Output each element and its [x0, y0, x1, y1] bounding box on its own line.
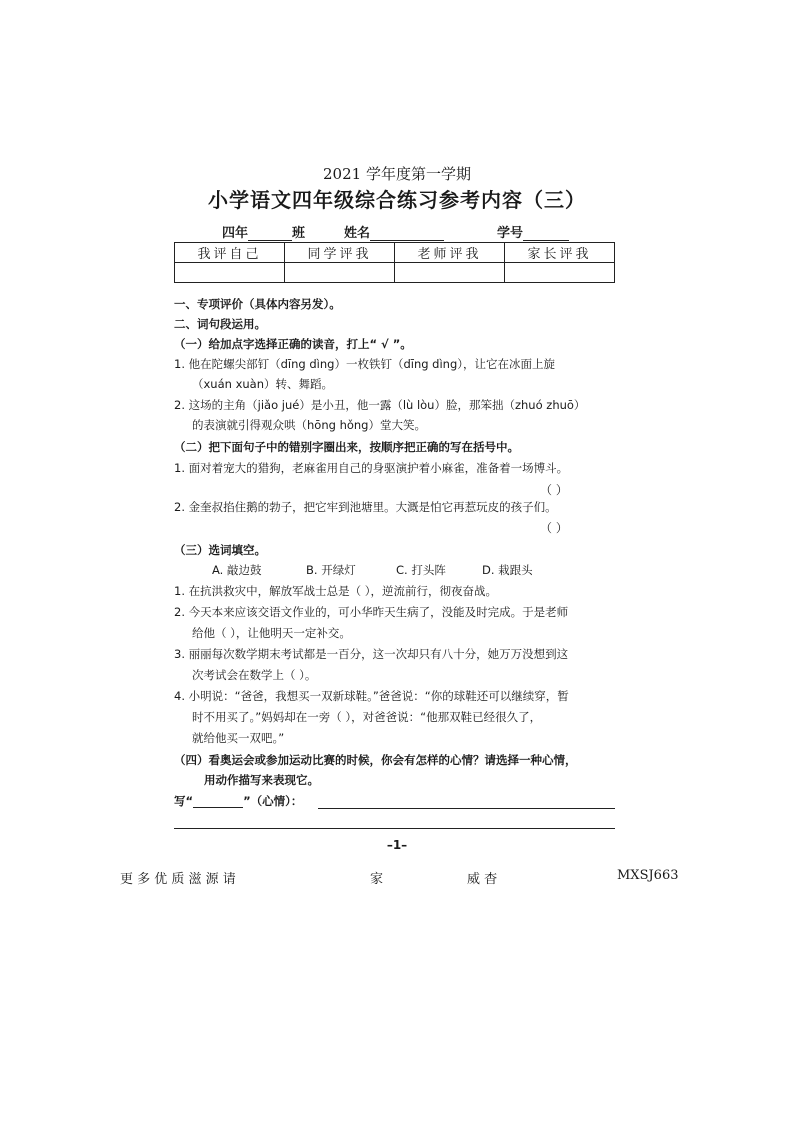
page-number: –1– [386, 838, 408, 852]
footer-code: MXSJ663 [617, 868, 679, 883]
part-3-q1: 1. 在抗洪救灾中，解放军战士总是（ ），逆流前行，彻夜奋战。 [174, 584, 498, 598]
option-c: C. 打头阵 [396, 563, 446, 577]
eval-self-cell[interactable] [175, 263, 285, 283]
eval-teacher-header: 老师评我 [395, 243, 505, 263]
mood-blank[interactable] [193, 795, 243, 808]
part-1-q1-line-1: 1. 他在陀螺尖部钉（dīng dìng）一枚铁钉（dīng dìng），让它在冰面上旋 [174, 357, 556, 371]
part-3-q3-line-1: 3. 丽丽每次数学期末考试都是一百分，这一次却只有八十分，她万万没想到这 [174, 647, 569, 661]
footer-word-1: 家 [370, 872, 384, 887]
eval-parent-cell[interactable] [505, 263, 615, 283]
write-prefix: 写“ [174, 794, 194, 808]
option-b: B. 开绿灯 [306, 563, 356, 577]
evaluation-table [174, 242, 615, 283]
answer-line-2[interactable] [174, 828, 615, 829]
eval-peer-header: 同学评我 [285, 243, 395, 263]
footer-word-2: 威 杳 [467, 872, 498, 887]
part-3-q2-line-2: 给他（ ），让他明天一定补交。 [192, 626, 351, 640]
class-label: 班 [292, 226, 306, 241]
part-1-title: （一）给加点字选择正确的读音，打上“ √ ”。 [174, 337, 412, 351]
option-a: A. 敲边鼓 [212, 563, 262, 577]
part-3-title: （三）选词填空。 [174, 543, 266, 557]
option-d: D. 栽跟头 [482, 563, 533, 577]
part-3-q2-line-1: 2. 今天本来应该交语文作业的，可小华昨天生病了，没能及时完成。于是老师 [174, 605, 569, 619]
part-2-title: （二）把下面句子中的错别字圈出来，按顺序把正确的写在括号中。 [174, 440, 519, 454]
part-1-q1-line-2: （xuán xuàn）转、舞蹈。 [192, 377, 334, 391]
section-2-heading: 二、词句段运用。 [174, 317, 266, 331]
part-3-q4-line-1: 4. 小明说：“爸爸，我想买一双新球鞋。”爸爸说：“你的球鞋还可以继续穿，暂 [174, 689, 569, 703]
part-2-q1: 1. 面对着宠大的猎狗，老麻雀用自己的身驱演护着小麻雀，准备着一场博斗。 [174, 461, 569, 475]
name-label: 姓名 [344, 226, 371, 241]
eval-teacher-cell[interactable] [395, 263, 505, 283]
part-2-q2-answer-paren[interactable]: （ ） [540, 521, 568, 535]
section-1-heading: 一、专项评价（具体内容另发）。 [174, 297, 341, 311]
write-suffix: ”（心情）： [243, 794, 303, 808]
student-number-blank[interactable] [523, 226, 569, 241]
eval-peer-cell[interactable] [285, 263, 395, 283]
eval-parent-header: 家长评我 [505, 243, 615, 263]
evaluation-header-row [175, 243, 615, 263]
part-3-q4-line-3: 就给他买一双吧。” [192, 731, 285, 745]
part-1-q2-line-2: 的表演就引得观众哄（hōng hǒng）堂大笑。 [192, 418, 426, 432]
part-1-q2-line-1: 2. 这场的主角（jiǎo jué）是小丑，他一露（lù lòu）脸，那笨拙（zhuó zhuō） [174, 398, 586, 412]
semester-line: 2021 学年度第一学期 [323, 165, 471, 183]
eval-self-header: 我评自己 [175, 243, 285, 263]
student-number-field [497, 222, 569, 241]
part-2-q1-answer-paren[interactable]: （ ） [540, 483, 568, 497]
name-field [344, 222, 444, 241]
part-4-write-row [174, 794, 302, 808]
footer-text: 更 多 优 质 滋 源 请 [120, 872, 236, 887]
student-number-label: 学号 [497, 226, 524, 241]
part-4-title-line-2: 用动作描写来表现它。 [204, 773, 319, 787]
answer-line-1[interactable] [318, 808, 615, 809]
grade-label: 四年 [222, 226, 249, 241]
part-3-q4-line-2: 时不用买了。”妈妈却在一旁（ ），对爸爸说：“他那双鞋已经很久了， [192, 710, 542, 724]
evaluation-input-row [175, 263, 615, 283]
name-blank[interactable] [370, 226, 444, 241]
part-3-q3-line-2: 次考试会在数学上（ ）。 [192, 668, 317, 682]
grade-field [222, 222, 305, 241]
page-title: 小学语文四年级综合练习参考内容（三） [208, 188, 586, 212]
grade-blank[interactable] [248, 226, 292, 241]
part-4-title-line-1: （四）看奥运会或参加运动比赛的时候，你会有怎样的心情？请选择一种心情， [174, 753, 577, 767]
part-2-q2: 2. 金奎叔掐住鹅的勃子，把它牢到池塘里。大溉是怕它再惹玩皮的孩子们。 [174, 500, 557, 514]
